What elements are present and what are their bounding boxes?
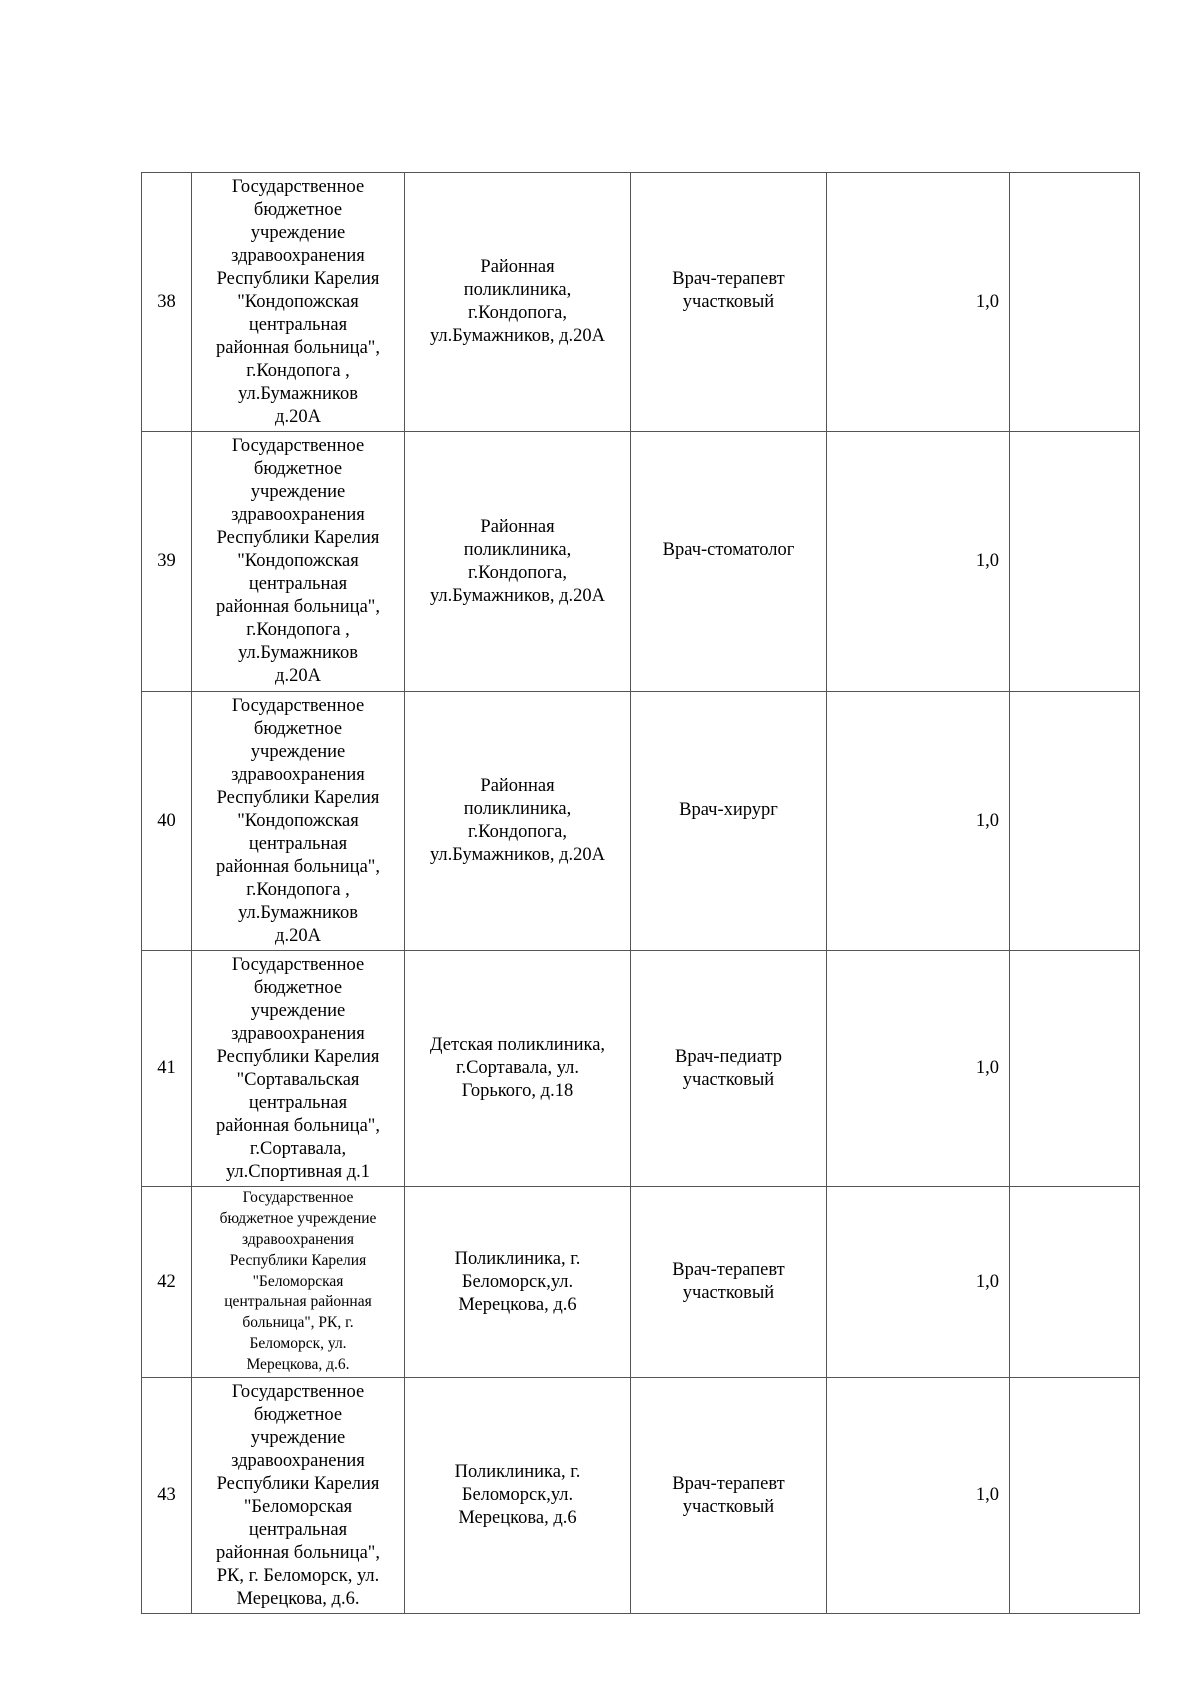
empty-cell [1010,951,1140,1187]
row-number: 42 [142,1187,192,1378]
position-text: Врач-терапевт участковый [672,269,785,312]
address-cell: Детская поликлиника, г.Сортавала, ул. Горького, д.18 [405,951,631,1187]
organization-cell: Государственное бюджетное учреждение здравоохранения Республики Карелия "Кондопожская центральная районная больница", г.Кондопога , ул.Бумажников д.20А [192,173,405,432]
table-row [142,173,1140,432]
address-cell: Поликлиника, г. Беломорск,ул. Мерецкова, д.6 [405,1187,631,1378]
address-cell: Районная поликлиника, г.Кондопога, ул.Бумажников, д.20А [405,432,631,692]
rate-cell: 1,0 [827,432,1010,692]
rate-cell: 1,0 [827,173,1010,432]
position-cell [631,432,827,692]
row-number: 41 [142,951,192,1187]
organization-cell: Государственное бюджетное учреждение здравоохранения Республики Карелия "Кондопожская центральная районная больница", г.Кондопога , ул.Бумажников д.20А [192,692,405,951]
row-number: 39 [142,432,192,692]
organization-cell: Государственное бюджетное учреждение здравоохранения Республики Карелия "Кондопожская центральная районная больница", г.Кондопога , ул.Бумажников д.20А [192,432,405,692]
rate-cell: 1,0 [827,1187,1010,1378]
empty-cell [1010,1187,1140,1378]
position-cell: Врач-терапевт участковый [631,1378,827,1614]
position-cell: Врач-педиатр участковый [631,951,827,1187]
organization-cell: Государственное бюджетное учреждение здравоохранения Республики Карелия "Беломорская центральная районная больница", РК, г. Беломорск, ул. Мерецкова, д.6. [192,1187,405,1378]
row-number: 38 [142,173,192,432]
address-cell: Районная поликлиника, г.Кондопога, ул.Бумажников, д.20А [405,692,631,951]
table-row [142,432,1140,692]
row-number: 43 [142,1378,192,1614]
table-row [142,1378,1140,1614]
position-text: Врач-хирург [679,799,778,820]
empty-cell [1010,432,1140,692]
vacancy-table [141,172,1140,1614]
address-cell: Поликлиника, г. Беломорск,ул. Мерецкова, д.6 [405,1378,631,1614]
rate-cell: 1,0 [827,692,1010,951]
rate-cell: 1,0 [827,951,1010,1187]
table-row [142,951,1140,1187]
row-number: 40 [142,692,192,951]
rate-cell: 1,0 [827,1378,1010,1614]
empty-cell [1010,692,1140,951]
address-cell: Районная поликлиника, г.Кондопога, ул.Бумажников, д.20А [405,173,631,432]
table-row [142,692,1140,951]
position-cell [631,173,827,432]
position-cell: Врач-терапевт участковый [631,1187,827,1378]
table-row [142,1187,1140,1378]
position-cell [631,692,827,951]
empty-cell [1010,173,1140,432]
position-text: Врач-стоматолог [662,540,795,560]
organization-cell: Государственное бюджетное учреждение здравоохранения Республики Карелия "Беломорская центральная районная больница", РК, г. Беломорск, ул. Мерецкова, д.6. [192,1378,405,1614]
organization-cell: Государственное бюджетное учреждение здравоохранения Республики Карелия "Сортавальская центральная районная больница", г.Сортавала, ул.Спортивная д.1 [192,951,405,1187]
empty-cell [1010,1378,1140,1614]
